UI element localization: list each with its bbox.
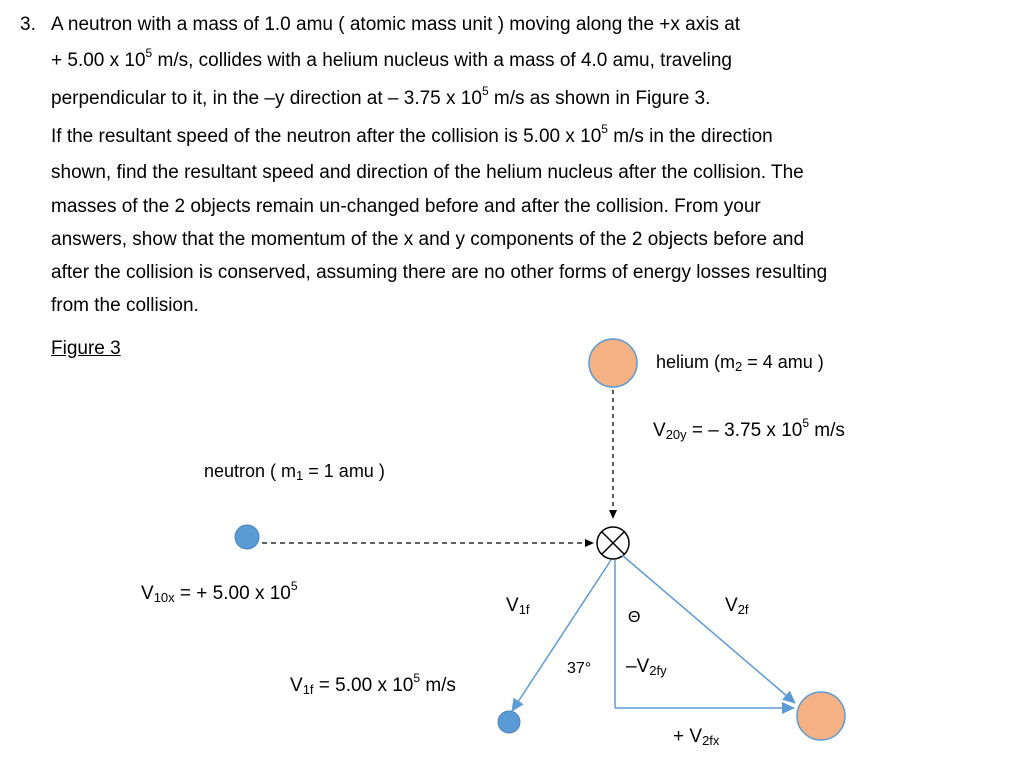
helium-label	[656, 352, 824, 374]
v1f-eq-exponent: 5	[413, 671, 421, 685]
v1f-eq-sub: 1f	[302, 682, 314, 697]
problem-line-8: after the collision is conserved, assuming there are no other forms of energy losses resulting	[51, 262, 828, 283]
pos-v2fx-label	[673, 726, 719, 748]
figure-title: Figure 3	[51, 338, 121, 359]
neutron-label-tail: = 1 amu )	[303, 461, 385, 481]
v20y-unit: m/s	[809, 420, 845, 441]
neutron-label-sub: 1	[296, 468, 304, 483]
neutron-final	[498, 711, 520, 733]
neutron-initial	[235, 525, 259, 549]
problem-line-7: answers, show that the momentum of the x and y components of the 2 objects before and	[51, 229, 805, 250]
problem-line-3-head: perpendicular to it, in the –y direction at – 3.75 x 10	[51, 88, 482, 109]
theta-label: Θ	[628, 609, 641, 626]
helium-label-sub: 2	[735, 359, 743, 374]
problem-number: 3.	[20, 14, 36, 35]
problem-line-5: shown, find the resultant speed and direction of the helium nucleus after the collision. The	[51, 162, 804, 183]
angle-label: 37°	[567, 660, 592, 677]
v1f-eq-main: V	[290, 675, 303, 696]
helium-label-tail: = 4 amu )	[742, 352, 824, 372]
v1f-label	[506, 595, 530, 617]
v20y-value: = – 3.75 x 10	[686, 420, 803, 441]
v2f-label	[725, 595, 749, 617]
pos-v2fx-main: + V	[673, 726, 703, 747]
helium-final-vector	[622, 555, 795, 703]
v10x-value: = + 5.00 x 10	[174, 583, 291, 604]
problem-line-2-tail: m/s, collides with a helium nucleus with a mass of 4.0 amu, traveling	[152, 50, 732, 71]
v10x-main: V	[141, 583, 154, 604]
problem-line-2-head: + 5.00 x 10	[51, 50, 146, 71]
v20y-label	[653, 416, 845, 442]
neutron-final-vector	[512, 560, 611, 711]
v10x-exponent: 5	[290, 579, 298, 593]
neg-v2fy-main: –V	[626, 656, 650, 677]
problem-line-6: masses of the 2 objects remain un-changed before and after the collision. From your	[51, 196, 761, 217]
neg-v2fy-sub: 2fy	[649, 663, 667, 678]
v20y-sub: 20y	[665, 427, 687, 442]
pos-v2fx-sub: 2fx	[702, 733, 720, 748]
v10x-label	[141, 579, 298, 605]
neutron-label-head: neutron ( m	[204, 461, 297, 481]
v20y-main: V	[653, 420, 666, 441]
neg-v2fy-label	[626, 656, 667, 678]
v1f-equation-label	[290, 671, 456, 697]
v1f-sub: 1f	[518, 602, 530, 617]
v10x-sub: 10x	[153, 590, 175, 605]
problem-line-2-exponent: 5	[145, 46, 153, 60]
helium-nucleus-initial	[589, 339, 637, 387]
v2f-sub: 2f	[737, 602, 749, 617]
neutron-label	[204, 461, 385, 483]
v1f-eq-unit: m/s	[420, 675, 456, 696]
v1f-eq-value: = 5.00 x 10	[313, 675, 414, 696]
problem-line-4-head: If the resultant speed of the neutron after the collision is 5.00 x 10	[51, 126, 602, 147]
collision-point-icon	[597, 527, 629, 559]
problem-line-9: from the collision.	[51, 295, 199, 316]
problem-line-4-tail: m/s in the direction	[607, 126, 773, 147]
helium-label-head: helium (m	[656, 352, 736, 372]
v20y-exponent: 5	[802, 416, 810, 430]
problem-line-1: A neutron with a mass of 1.0 amu ( atomic mass unit ) moving along the +x axis at	[51, 14, 741, 35]
v2f-main: V	[725, 595, 738, 616]
problem-line-3-exponent: 5	[481, 84, 489, 98]
problem-line-3-tail: m/s as shown in Figure 3.	[488, 88, 711, 109]
problem-line-4-exponent: 5	[601, 122, 608, 136]
v1f-main: V	[506, 595, 519, 616]
helium-nucleus-final	[797, 692, 845, 740]
